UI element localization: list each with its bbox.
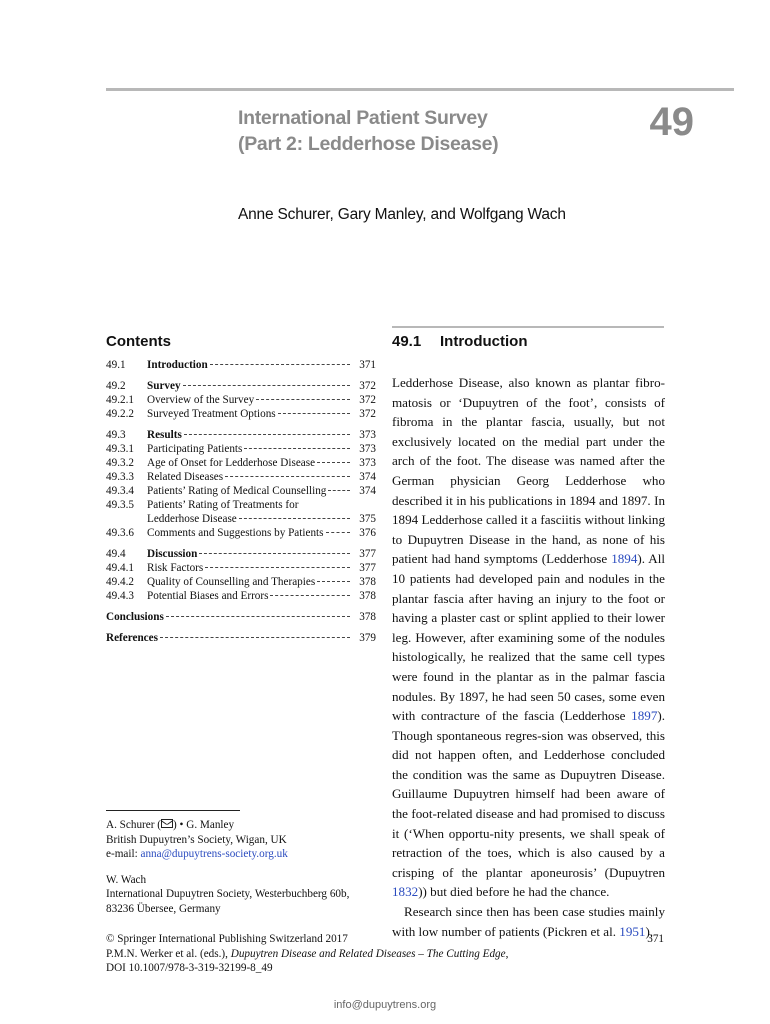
toc-page: 372 <box>359 394 376 406</box>
toc-entry[interactable] <box>106 610 376 624</box>
toc-page: 378 <box>359 576 376 588</box>
toc-title: Potential Biases and Errors <box>147 590 269 602</box>
toc-entry[interactable] <box>106 526 376 540</box>
toc-number: 49.3 <box>106 429 126 441</box>
toc-title: Discussion <box>147 548 198 560</box>
affiliation-block: A. Schurer ( ) • G. Manley British Dupuytren’s Society, Wigan, UK e-mail: anna@dupuytrens-society.org.uk <box>106 819 288 860</box>
toc-page: 372 <box>359 408 376 420</box>
chapter-title <box>238 105 498 157</box>
toc-page: 377 <box>359 548 376 560</box>
toc-entry[interactable] <box>106 456 376 470</box>
header-rule <box>106 88 734 91</box>
toc-number: 49.3.4 <box>106 485 134 497</box>
affiliation-rule <box>106 810 240 811</box>
toc-number: 49.4 <box>106 548 126 560</box>
toc-number: 49.1 <box>106 359 126 371</box>
citation-link[interactable]: 1897 <box>631 708 658 724</box>
toc-number: 49.3.3 <box>106 471 134 483</box>
section-heading <box>392 333 527 350</box>
copyright-line: © Springer International Publishing Switzerland 2017 <box>106 933 348 945</box>
toc-entry[interactable] <box>106 428 376 442</box>
page-number: 371 <box>647 933 664 945</box>
body-text <box>392 373 665 941</box>
toc-title: Conclusions <box>106 611 164 623</box>
toc-entry[interactable] <box>106 470 376 484</box>
toc-title: Participating Patients <box>147 443 243 455</box>
toc-title: Survey <box>147 380 181 392</box>
toc-entry[interactable] <box>106 575 376 589</box>
chapter-title-line2: (Part 2: Ledderhose Disease) <box>238 133 499 155</box>
paragraph: Research since then has been case studies mainly with low number of patients (Pickren et al. 1951). <box>392 904 665 939</box>
toc-entry[interactable] <box>106 498 376 526</box>
toc-entry[interactable] <box>106 407 376 421</box>
toc-page: 378 <box>359 611 376 623</box>
doi-line: DOI 10.1007/978-3-319-32199-8_49 <box>106 962 273 974</box>
toc-entry[interactable] <box>106 358 376 372</box>
toc-page: 372 <box>359 380 376 392</box>
toc-entry[interactable] <box>106 589 376 603</box>
toc-title: Overview of the Survey <box>147 394 255 406</box>
envelope-icon <box>161 819 173 828</box>
citation-line: P.M.N. Werker et al. (eds.), Dupuytren Disease and Related Diseases – The Cutting Edge, <box>106 947 509 960</box>
toc-number: 49.3.2 <box>106 457 134 469</box>
table-of-contents <box>106 358 376 645</box>
toc-title: References <box>106 632 158 644</box>
toc-title: Patients’ Rating of Medical Counselling <box>147 485 327 497</box>
toc-entry[interactable] <box>106 442 376 456</box>
toc-entry[interactable] <box>106 547 376 561</box>
affiliations <box>106 818 386 916</box>
toc-page: 373 <box>359 429 376 441</box>
affiliation-block: W. Wach International Dupuytren Society, Westerbuchberg 60b, 83236 Übersee, Germany <box>106 873 350 915</box>
toc-title-line1: Patients’ Rating of Treatments for <box>147 499 299 511</box>
toc-page: 377 <box>359 562 376 574</box>
toc-page: 378 <box>359 590 376 602</box>
toc-page: 374 <box>359 471 376 483</box>
section-rule <box>392 326 664 328</box>
toc-number: 49.4.3 <box>106 590 134 602</box>
toc-page: 376 <box>359 527 376 539</box>
paragraph: Ledderhose Disease, also known as plantar fibro-matosis or ‘Dupuytren of the foot’, consists of fibroma in the plantar fascia, usually, but not exclusively located on the medial part under the arch of the foot. The disease was named after the German physician Georg Ledderhose who described it in his publications in 1894 and 1897. In 1894 Ledderhose called it a fasciitis without linking to Dupuytren Disease in the hand, as none of his patient had hand symptoms (Ledderhose 1894). All 10 patients had developed pain and nodules in the plantar fascia after having an injury to the foot or having a plaster cast or splint applied to their lower leg. However, after examining some of the nodules histologically, he realized that the same cell types were found in the plantar as in the palmar fascia nodules. By 1897, he had seen 50 cases, some even with contracture of the fascia (Ledderhose 1897). Though spontaneous regres-sion was observed, this did not happen often, and Ledderhose concluded the condition was the same as Dupuytren Disease. Guillaume Dupuytren himself had been aware of the foot-related disease and had promised to discuss it (‘When opportu-nity presents, we shall speak of retraction of the toes, which is also caused by a crisping of the plantar aponeurosis’ (Dupuytren 1832)) but died before he had the chance. <box>392 375 665 900</box>
toc-entry[interactable] <box>106 393 376 407</box>
section-number: 49.1 <box>392 333 422 350</box>
toc-page: 374 <box>359 485 376 497</box>
toc-number: 49.2.1 <box>106 394 134 406</box>
toc-entry[interactable] <box>106 379 376 393</box>
toc-title: Results <box>147 429 182 441</box>
toc-number: 49.2.2 <box>106 408 134 420</box>
toc-title: Comments and Suggestions by Patients <box>147 527 324 539</box>
chapter-number: 49 <box>649 100 694 144</box>
toc-number: 49.4.2 <box>106 576 134 588</box>
citation-link[interactable]: 1832 <box>392 884 419 900</box>
toc-entry[interactable] <box>106 631 376 645</box>
toc-page: 373 <box>359 443 376 455</box>
toc-number: 49.4.1 <box>106 562 134 574</box>
toc-number: 49.3.5 <box>106 499 134 511</box>
toc-title: Related Diseases <box>147 471 224 483</box>
toc-title: Risk Factors <box>147 562 204 574</box>
toc-number: 49.3.1 <box>106 443 134 455</box>
toc-page: 371 <box>359 359 376 371</box>
toc-title: Age of Onset for Ledderhose Disease <box>147 457 316 469</box>
page-footer <box>106 932 664 976</box>
toc-page: 373 <box>359 457 376 469</box>
toc-page: 379 <box>359 632 376 644</box>
chapter-title-line1: International Patient Survey <box>238 107 488 129</box>
email-link[interactable]: anna@dupuytrens-society.org.uk <box>140 848 288 860</box>
toc-title: Introduction <box>147 359 208 371</box>
toc-number: 49.2 <box>106 380 126 392</box>
toc-page: 375 <box>359 513 376 525</box>
chapter-authors: Anne Schurer, Gary Manley, and Wolfgang Wach <box>238 206 566 223</box>
toc-entry[interactable] <box>106 561 376 575</box>
citation-link[interactable]: 1951 <box>619 923 646 939</box>
toc-title: Surveyed Treatment Options <box>147 408 276 420</box>
contents-heading: Contents <box>106 333 171 350</box>
toc-entry[interactable] <box>106 484 376 498</box>
toc-title: Quality of Counselling and Therapies <box>147 576 316 588</box>
watermark: info@dupuytrens.org <box>333 999 437 1011</box>
toc-title-line2: Ledderhose Disease <box>147 513 237 525</box>
citation-link[interactable]: 1894 <box>611 551 638 567</box>
section-title: Introduction <box>440 333 528 350</box>
toc-number: 49.3.6 <box>106 527 134 539</box>
